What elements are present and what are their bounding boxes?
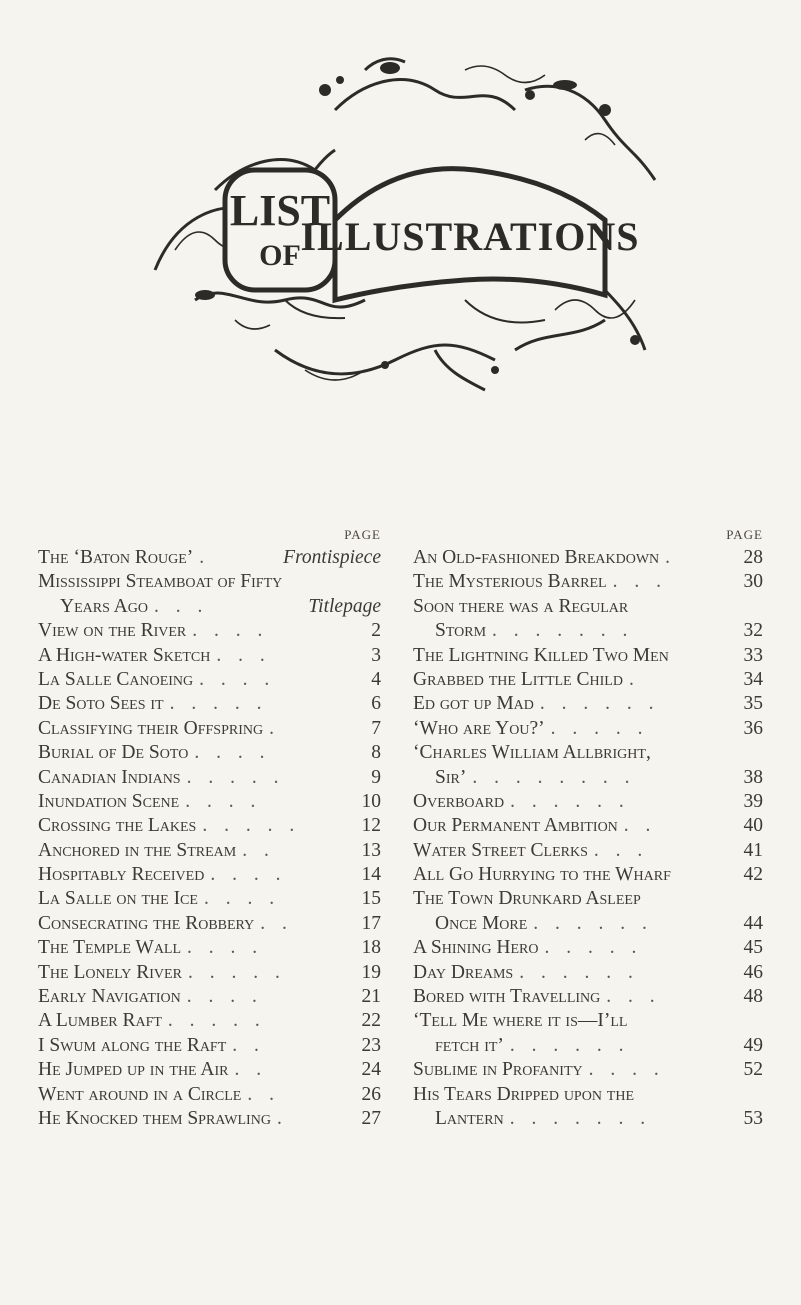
illustration-entry <box>38 863 381 887</box>
entry-title: He Jumped up in the Air <box>38 1059 229 1081</box>
entry-title: The Town Drunkard Asleep <box>413 888 641 910</box>
entry-title: Inundation Scene <box>38 790 180 812</box>
dot-leader: . . . . . <box>544 937 643 959</box>
entry-title: Ed got up Mad <box>413 693 534 715</box>
contents-column-left <box>38 526 381 1131</box>
dot-leader: . <box>269 717 280 739</box>
dot-leader: . . . . . . <box>509 1034 630 1056</box>
dot-leader: . . . . <box>185 790 262 812</box>
entry-page-number: 27 <box>361 1107 381 1129</box>
entry-title: La Salle on the Ice <box>38 888 198 910</box>
illustration-entry <box>413 741 763 765</box>
entry-page-number: 40 <box>743 815 763 837</box>
illustration-entry <box>413 1058 763 1082</box>
entry-page-number: 44 <box>743 912 763 934</box>
illustration-entry <box>413 863 763 887</box>
entry-page-number: 9 <box>371 766 381 788</box>
dot-leader: . . . . <box>192 620 269 642</box>
illustration-entry <box>38 887 381 911</box>
entry-page-number: 48 <box>743 986 763 1008</box>
entry-title: Storm <box>435 620 487 642</box>
illustration-entry <box>38 1058 381 1082</box>
entry-title: A Shining Hero <box>413 937 539 959</box>
illustration-entry <box>38 644 381 668</box>
dot-leader: . . <box>234 1059 268 1081</box>
dot-leader: . . . . <box>203 888 281 910</box>
illustration-entry <box>38 912 381 936</box>
entry-title: Years Ago <box>60 595 148 617</box>
illustration-entry <box>413 790 763 814</box>
entry-page-number: 35 <box>743 693 763 715</box>
entry-title: La Salle Canoeing <box>38 668 194 690</box>
dot-leader: . . . . . <box>186 766 285 788</box>
dot-leader: . . . <box>612 571 667 593</box>
dot-leader: . . . <box>216 644 271 666</box>
dot-leader: . . <box>247 1083 280 1105</box>
entry-title: Consecrating the Robbery <box>38 912 255 934</box>
entry-page-number: 19 <box>361 961 381 983</box>
illustration-entry <box>38 595 381 619</box>
illustration-entry <box>38 570 381 594</box>
entry-title: Sublime in Profanity <box>413 1059 583 1081</box>
dot-leader: . . . . . . . . <box>472 766 636 788</box>
entry-title: De Soto Sees it <box>38 693 164 715</box>
entry-page-number: 38 <box>743 766 763 788</box>
dot-leader: . <box>276 1107 288 1129</box>
entry-page-number: 45 <box>743 937 763 959</box>
illustration-entry <box>38 936 381 960</box>
illustration-entry <box>38 1009 381 1033</box>
entry-title: All Go Hurrying to the Wharf <box>413 864 671 886</box>
illustration-entry <box>38 839 381 863</box>
dot-leader: . . . . . . . <box>509 1107 652 1129</box>
illustration-entry <box>38 1107 381 1131</box>
dot-leader: . . . . . <box>202 815 301 837</box>
dot-leader: . . . <box>606 986 661 1008</box>
entry-page-number: 17 <box>361 912 381 934</box>
entry-title: The Lightning Killed Two Men <box>413 644 669 666</box>
illustration-entry <box>413 1034 763 1058</box>
page-column-label: PAGE <box>726 527 763 542</box>
entry-page-number: 4 <box>371 668 381 690</box>
entry-title: The Temple Wall <box>38 937 182 959</box>
dot-leader: . . . . . . <box>539 693 660 715</box>
entry-title: The ‘Baton Rouge’ <box>38 547 194 568</box>
entry-title: Mississippi Steamboat of Fifty <box>38 571 283 593</box>
entry-page-number: 42 <box>743 864 763 886</box>
illustration-entry <box>38 961 381 985</box>
entry-page-number: Titlepage <box>308 595 381 617</box>
entry-page-number: 6 <box>371 693 381 715</box>
illustration-entry <box>38 741 381 765</box>
entry-page-number: 3 <box>371 644 381 666</box>
dot-leader: . . . . <box>194 742 271 764</box>
entry-title: An Old-fashioned Breakdown <box>413 547 660 568</box>
illustration-entry <box>413 644 763 668</box>
dot-leader: . . <box>232 1034 265 1056</box>
illustration-entry <box>413 1107 763 1131</box>
illustration-entry <box>413 936 763 960</box>
entry-title: ‘Charles William Allbright, <box>413 742 651 764</box>
entry-page-number: 28 <box>743 547 763 568</box>
illustration-entry <box>38 668 381 692</box>
illustration-entry <box>413 985 763 1009</box>
entry-title: Bored with Travelling <box>413 986 601 1008</box>
svg-text:ILLUSTRATIONS: ILLUSTRATIONS <box>300 214 640 259</box>
entry-title: Crossing the Lakes <box>38 815 197 837</box>
entry-page-number: 14 <box>361 864 381 886</box>
dot-leader: . . . . . . . <box>492 620 634 642</box>
illustration-entry <box>413 619 763 643</box>
entry-page-number: 24 <box>361 1059 381 1081</box>
entry-title: Overboard <box>413 790 505 812</box>
entry-page-number: 18 <box>361 937 381 959</box>
entry-page-number: 13 <box>361 839 381 861</box>
entry-page-number: 2 <box>371 620 381 642</box>
entry-title: Anchored in the Stream <box>38 839 237 861</box>
dot-leader: . . . <box>593 839 649 861</box>
vignette-illustration <box>135 50 675 410</box>
entry-page-number: 10 <box>361 790 381 812</box>
dot-leader: . . . . . . <box>519 961 639 983</box>
illustration-entry <box>38 814 381 838</box>
entry-title: ‘Who are You?’ <box>413 717 545 739</box>
dot-leader: . . . . . <box>169 693 268 715</box>
entry-page-number: 22 <box>361 1010 381 1032</box>
illustration-entry <box>413 668 763 692</box>
entry-title: A High-water Sketch <box>38 644 211 666</box>
illustration-entry <box>413 839 763 863</box>
illustration-entry <box>413 766 763 790</box>
illustration-entry <box>38 985 381 1009</box>
illustration-entry <box>38 619 381 643</box>
title-vignette <box>135 50 675 410</box>
illustration-entry <box>38 766 381 790</box>
dot-leader: . . . . <box>588 1059 665 1081</box>
entry-page-number: 32 <box>743 620 763 642</box>
dot-leader: . . . . . <box>187 961 286 983</box>
page-column-label: PAGE <box>344 527 381 542</box>
entry-title: Went around in a Circle <box>38 1083 242 1105</box>
illustration-entry <box>38 790 381 814</box>
dot-leader: . <box>199 547 211 568</box>
entry-page-number: 30 <box>743 571 763 593</box>
entry-title: Once More <box>435 912 528 934</box>
entry-title: Burial of De Soto <box>38 742 189 764</box>
svg-text:LIST: LIST <box>229 186 331 235</box>
dot-leader: . . <box>242 839 275 861</box>
entry-page-number: 23 <box>361 1034 381 1056</box>
entry-page-number: 46 <box>743 961 763 983</box>
illustration-entry <box>413 546 763 570</box>
illustration-entry <box>38 546 381 570</box>
entry-page-number: 34 <box>743 668 763 690</box>
entry-title: He Knocked them Sprawling <box>38 1107 271 1129</box>
illustration-entry <box>413 814 763 838</box>
dot-leader: . . . <box>153 595 209 617</box>
entry-title: Day Dreams <box>413 961 514 983</box>
entry-page-number: Frontispiece <box>283 547 381 568</box>
illustration-entry <box>413 1009 763 1033</box>
entry-page-number: 15 <box>361 888 381 910</box>
illustration-entry <box>413 595 763 619</box>
entry-title: Soon there was a Regular <box>413 595 629 617</box>
dot-leader: . . . . <box>187 937 264 959</box>
entry-page-number: 21 <box>361 986 381 1008</box>
entry-title: Classifying their Offspring <box>38 717 264 739</box>
dot-leader: . . . . <box>199 668 276 690</box>
entry-title: I Swum along the Raft <box>38 1034 227 1056</box>
entry-title: ‘Tell Me where it is—I’ll <box>413 1010 628 1032</box>
entry-title: Early Navigation <box>38 986 181 1008</box>
illustration-entry <box>413 570 763 594</box>
entry-title: Canadian Indians <box>38 766 181 788</box>
entry-title: Grabbed the Little Child <box>413 668 623 690</box>
dot-leader: . . . . . . <box>533 912 653 934</box>
illustration-entry <box>38 1083 381 1107</box>
entry-page-number: 41 <box>743 839 763 861</box>
entry-page-number: 8 <box>371 742 381 764</box>
dot-leader: . . . . . <box>550 717 649 739</box>
illustration-entry <box>413 961 763 985</box>
entry-page-number: 12 <box>361 815 381 837</box>
entry-list-right <box>413 546 763 1131</box>
entry-title: Lantern <box>435 1107 504 1129</box>
entry-title: View on the River <box>38 620 187 642</box>
dot-leader: . . . . . . <box>510 790 630 812</box>
dot-leader: . <box>665 547 677 568</box>
svg-text:OF: OF <box>259 239 301 272</box>
illustration-entry <box>413 692 763 716</box>
entry-title: The Mysterious Barrel <box>413 571 607 593</box>
entry-page-number: 7 <box>371 717 381 739</box>
entry-title: Water Street Clerks <box>413 839 588 861</box>
entry-page-number: 49 <box>743 1034 763 1056</box>
entry-page-number: 26 <box>361 1083 381 1105</box>
entry-page-number: 33 <box>743 644 763 666</box>
illustration-entry <box>413 1083 763 1107</box>
entry-page-number: 53 <box>743 1107 763 1129</box>
entry-title: A Lumber Raft <box>38 1010 162 1032</box>
illustration-entry <box>38 1034 381 1058</box>
illustration-entry <box>413 717 763 741</box>
entry-title: His Tears Dripped upon the <box>413 1083 635 1105</box>
entry-page-number: 52 <box>743 1059 763 1081</box>
dot-leader: . <box>628 668 640 690</box>
entry-page-number: 39 <box>743 790 763 812</box>
dot-leader: . . . . . <box>167 1010 266 1032</box>
illustration-entry <box>38 717 381 741</box>
dot-leader: . . <box>623 815 657 837</box>
dot-leader: . . . . <box>210 864 287 886</box>
entry-title: Sir’ <box>435 766 467 788</box>
entry-title: Our Permanent Ambition <box>413 815 618 837</box>
entry-title: Hospitably Received <box>38 864 205 886</box>
illustration-entry <box>38 692 381 716</box>
illustration-entry <box>413 912 763 936</box>
illustration-entry <box>413 887 763 911</box>
entry-title: fetch it’ <box>435 1034 504 1056</box>
entry-list-left <box>38 546 381 1131</box>
entry-page-number: 36 <box>743 717 763 739</box>
dot-leader: . . . . <box>186 986 263 1008</box>
dot-leader: . . <box>260 912 293 934</box>
contents-column-right <box>413 526 763 1131</box>
entry-title: The Lonely River <box>38 961 182 983</box>
